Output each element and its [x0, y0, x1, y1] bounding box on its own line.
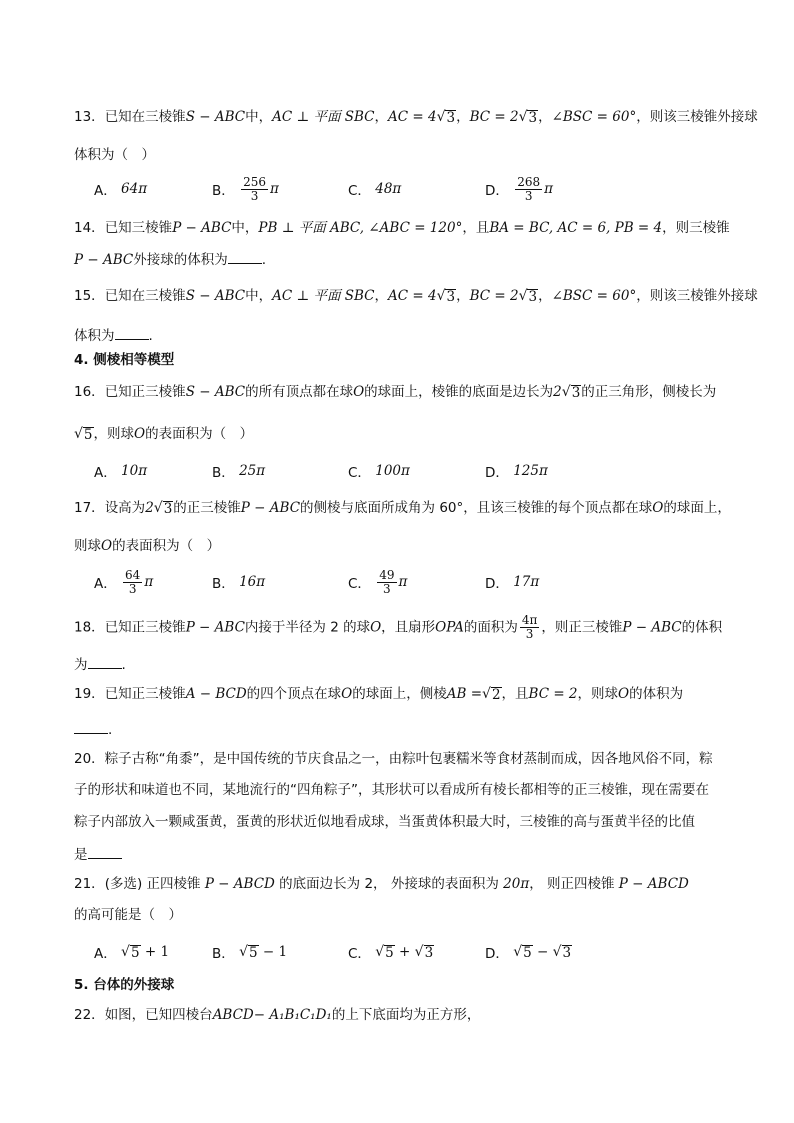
text-fragment: S − ABC	[185, 384, 246, 400]
question-21	[74, 874, 722, 894]
text-fragment: 5	[83, 427, 93, 443]
section-heading-5	[74, 975, 722, 995]
text-fragment: 如图，已知四棱台	[104, 1007, 213, 1023]
text-fragment: ，则球	[93, 426, 135, 442]
text-fragment: π	[398, 574, 408, 590]
radical-sign: √	[375, 943, 385, 960]
answer-blank[interactable]	[88, 654, 122, 669]
text-fragment: 17．	[74, 500, 105, 516]
text-fragment: P − ABC	[622, 619, 682, 636]
radical-sign: √	[513, 943, 523, 960]
text-fragment: A − BCD	[185, 686, 247, 702]
text-fragment: D．	[485, 465, 509, 481]
text-fragment: 2	[553, 384, 562, 400]
text-fragment: O	[341, 686, 353, 702]
question-15: 15．已知在三棱锥S − ABC中，AC ⊥ 平面 SBC，AC = 4 √ 3 ，BC = 2 √ 3 ，∠BSC = 60°，则该三棱锥外接球	[74, 288, 758, 305]
text-fragment: 49	[379, 567, 395, 582]
text-fragment: O	[652, 500, 664, 516]
text-fragment: 的表面积为（ ）	[145, 426, 254, 442]
text-fragment: S − ABC	[185, 288, 246, 304]
option-a[interactable]	[94, 172, 147, 206]
text-fragment: ，则正三棱锥	[541, 619, 623, 636]
text-fragment: O	[618, 686, 630, 702]
text-fragment: 3	[528, 110, 538, 126]
text-fragment: 内接于半径为 2 的球	[244, 619, 371, 636]
section-heading-4	[74, 350, 722, 370]
question-18	[74, 614, 722, 641]
text-fragment: 的表面积为（ ）	[112, 538, 221, 554]
text-fragment: C．	[348, 183, 371, 199]
text-fragment: −	[532, 944, 553, 960]
question-20-line-3	[74, 812, 722, 832]
option-a[interactable]	[94, 454, 147, 488]
text-fragment: 已知在三棱锥	[104, 288, 186, 304]
radical-sign: √	[482, 686, 491, 702]
question-19	[74, 684, 722, 704]
text-fragment: P − ABC	[74, 252, 134, 268]
sqrt	[154, 501, 174, 516]
text-fragment: O	[353, 384, 365, 400]
text-fragment: 5	[130, 944, 140, 961]
text-fragment: .	[108, 722, 113, 738]
option-c[interactable]	[348, 935, 434, 969]
text-fragment: 13．	[74, 109, 105, 125]
radical-sign: √	[436, 109, 446, 125]
sqrt	[74, 427, 94, 442]
text-fragment: ，则该三棱锥外接球	[636, 288, 758, 304]
text-fragment: 4. 侧棱相等模型	[74, 352, 175, 368]
answer-blank[interactable]	[88, 844, 122, 859]
question-13-cont	[74, 145, 722, 165]
sqrt	[437, 289, 457, 304]
text-fragment: A．	[94, 946, 117, 962]
text-fragment: B．	[212, 183, 235, 199]
option-d[interactable]	[485, 935, 572, 969]
text-fragment: 10π	[121, 463, 148, 479]
question-20-line-4	[74, 844, 722, 865]
text-fragment: 粽子内部放入一颗咸蛋黄，蛋黄的形状近似地看成球，当蛋黄体积最大时，三棱锥的高与蛋黄半径的比值	[74, 814, 695, 830]
question-21-options	[94, 935, 734, 969]
radical-sign: √	[518, 109, 528, 125]
text-fragment: A．	[94, 183, 117, 199]
text-fragment: 粽子古称“角黍”，是中国传统的节庆食品之一，由粽叶包裹糯米等食材蒸制而成，因各地风俗不同，粽	[104, 751, 713, 767]
text-fragment: 的体积为	[629, 686, 684, 702]
sqrt	[437, 110, 457, 125]
text-fragment: BC = 2	[469, 109, 519, 125]
text-fragment: ，则三棱锥	[662, 220, 730, 236]
radical-sign: √	[74, 426, 83, 442]
text-fragment: ∠BSC = 60°	[551, 288, 637, 304]
radical-sign: √	[414, 943, 424, 960]
radical-sign: √	[561, 384, 571, 400]
text-fragment: 外接球的体积为	[133, 252, 228, 268]
text-fragment: B．	[212, 946, 235, 962]
text-fragment: 3	[528, 289, 538, 305]
question-13: 13．已知在三棱锥S − ABC中，AC ⊥ 平面 SBC，AC = 4 √ 3 ，BC = 2 √ 3 ，∠BSC = 60°，则该三棱锥外接球	[74, 109, 758, 126]
text-fragment: 5	[385, 944, 394, 961]
text-fragment: ，且	[462, 220, 490, 236]
radical-sign: √	[552, 943, 562, 960]
text-fragment: D．	[485, 576, 509, 592]
text-fragment: 的底面边长为 2， 外接球的表面积为	[279, 876, 499, 892]
option-b[interactable]	[212, 172, 279, 206]
text-fragment: 的四个顶点在球	[246, 686, 342, 702]
text-fragment: 48π	[375, 181, 402, 197]
text-fragment: AC ⊥ 平面 SBC	[272, 109, 375, 125]
text-fragment: AC ⊥ 平面 SBC	[272, 288, 375, 304]
radical-sign: √	[239, 943, 248, 960]
question-22	[74, 1005, 722, 1025]
question-19-cont	[74, 719, 722, 740]
option-d[interactable]	[485, 172, 553, 206]
text-fragment: 的球面上，棱锥的底面是边长为	[364, 384, 554, 400]
text-fragment: 3	[446, 110, 456, 126]
text-fragment: 2	[491, 687, 501, 703]
text-fragment: 100π	[375, 463, 410, 479]
text-fragment: (多选) 正四棱锥	[104, 876, 201, 892]
question-15-cont	[74, 325, 722, 346]
text-fragment: BC = 2	[528, 686, 578, 702]
text-fragment: 已知正三棱锥	[104, 384, 186, 400]
text-fragment: 的上下底面均为正方形，	[331, 1007, 481, 1023]
text-fragment: 3	[446, 289, 456, 305]
text-fragment: 的正三角形，侧棱长为	[581, 384, 717, 400]
question-17-cont	[74, 536, 722, 556]
text-fragment: ABCD− A₁B₁C₁D₁	[212, 1007, 332, 1023]
text-fragment: 的体积	[681, 619, 723, 636]
text-fragment: +	[394, 944, 415, 960]
text-fragment: PB ⊥ 平面 ABC, ∠ABC = 120°	[258, 220, 463, 236]
question-20-line-1	[74, 749, 722, 769]
text-fragment: AB =	[446, 686, 483, 702]
text-fragment: 中，	[245, 109, 273, 125]
text-fragment: ，则该三棱锥外接球	[636, 109, 758, 125]
text-fragment: 设高为	[104, 500, 146, 516]
option-c[interactable]	[348, 454, 410, 488]
text-fragment: 5. 台体的外接球	[74, 977, 175, 993]
text-fragment: 的高可能是（ ）	[74, 907, 182, 923]
text-fragment: 3	[525, 627, 534, 641]
text-fragment: 的球面上，	[663, 500, 731, 516]
fraction	[520, 614, 540, 641]
text-fragment: π	[144, 574, 154, 590]
option-a[interactable]	[94, 935, 169, 969]
option-d[interactable]	[485, 454, 548, 488]
radical-sign: √	[153, 500, 163, 516]
text-fragment: 19．	[74, 686, 105, 702]
text-fragment: 64π	[121, 181, 148, 197]
text-fragment: 25π	[239, 463, 266, 479]
text-fragment: ，且扇形	[381, 619, 436, 636]
text-fragment: 子的形状和味道也不同，某地流行的“四角粽子”，其形状可以看成所有棱长都相等的正三棱锥，现在需要在	[74, 782, 709, 798]
text-fragment: 的侧棱与底面所成角为 60°，且该三棱锥的每个顶点都在球	[300, 500, 653, 516]
text-fragment: OPA	[435, 619, 464, 636]
answer-blank[interactable]	[115, 325, 149, 340]
text-fragment: B．	[212, 576, 235, 592]
sqrt	[562, 385, 582, 400]
text-fragment: 125π	[513, 463, 548, 479]
text-fragment: 体积为	[74, 328, 115, 344]
text-fragment: 64	[125, 567, 141, 582]
text-fragment: 2	[145, 500, 154, 516]
text-fragment: P − ABC	[185, 619, 245, 636]
text-fragment: 3	[250, 188, 259, 203]
text-fragment: 3	[562, 944, 572, 961]
text-fragment: 17π	[513, 574, 540, 590]
text-fragment: S − ABC	[185, 109, 246, 125]
text-fragment: 中，	[231, 220, 259, 236]
question-14	[74, 218, 730, 238]
text-fragment: AC = 4	[388, 109, 437, 125]
radical-sign: √	[518, 288, 528, 304]
text-fragment: D．	[485, 183, 509, 199]
text-fragment: 21．	[74, 876, 105, 892]
option-c[interactable]	[348, 565, 407, 599]
text-fragment: 5	[523, 944, 532, 961]
text-fragment: 5	[248, 944, 258, 961]
sqrt	[519, 289, 539, 304]
text-fragment: 的球面上，侧棱	[352, 686, 447, 702]
text-fragment: 中，	[245, 288, 273, 304]
sqrt	[482, 687, 502, 702]
text-fragment: C．	[348, 946, 371, 962]
text-fragment: BC = 2	[469, 288, 519, 304]
text-fragment: 是	[74, 847, 88, 863]
text-fragment: 的所有顶点都在球	[245, 384, 354, 400]
text-fragment: π	[544, 181, 553, 197]
option-c[interactable]	[348, 172, 401, 206]
text-fragment: P − ABC	[240, 500, 301, 516]
text-fragment: ， 则正四棱锥	[529, 876, 615, 892]
text-fragment: 为	[74, 657, 88, 673]
text-fragment: + 1	[140, 944, 170, 960]
text-fragment: BA = BC, AC = 6, PB = 4	[489, 220, 663, 236]
text-fragment: 3	[128, 581, 137, 596]
text-fragment: 体积为（ ）	[74, 147, 155, 163]
text-fragment: 16．	[74, 384, 105, 400]
text-fragment: D．	[485, 946, 509, 962]
question-21-cont	[74, 905, 722, 925]
text-fragment: 已知正三棱锥	[104, 619, 186, 636]
text-fragment: 已知正三棱锥	[104, 686, 186, 702]
text-fragment: ，且	[501, 686, 529, 702]
question-16-cont	[74, 424, 722, 444]
text-fragment: 的正三棱锥	[173, 500, 241, 516]
option-b[interactable]	[212, 935, 287, 969]
text-fragment: C．	[348, 576, 371, 592]
question-14-cont	[74, 249, 722, 270]
question-13-options	[94, 172, 734, 206]
option-d[interactable]	[485, 565, 539, 599]
text-fragment: 3	[424, 944, 434, 961]
text-fragment: .	[261, 252, 267, 268]
radical-sign: √	[436, 288, 446, 304]
text-fragment: .	[148, 328, 153, 344]
question-18-cont	[74, 654, 722, 675]
text-fragment: 3	[524, 188, 533, 203]
text-fragment: P − ABC	[172, 220, 232, 236]
text-fragment: 18．	[74, 619, 105, 636]
text-fragment: 的面积为	[463, 619, 518, 636]
option-b[interactable]	[212, 454, 265, 488]
text-fragment: 22．	[74, 1007, 105, 1023]
text-fragment: 15．	[74, 288, 105, 304]
answer-blank[interactable]	[228, 249, 262, 264]
question-16	[74, 382, 722, 402]
text-fragment: 已知在三棱锥	[104, 109, 186, 125]
question-16-options	[94, 454, 734, 488]
text-fragment: 3	[571, 385, 581, 401]
radical-sign: √	[121, 943, 130, 960]
option-b[interactable]	[212, 565, 265, 599]
text-fragment: − 1	[258, 944, 288, 960]
text-fragment: C．	[348, 465, 371, 481]
option-a[interactable]	[94, 565, 153, 599]
text-fragment: A．	[94, 465, 117, 481]
text-fragment: B．	[212, 465, 235, 481]
text-fragment: .	[121, 657, 126, 673]
text-fragment: O	[370, 619, 382, 636]
question-17-options	[94, 565, 734, 599]
text-fragment: O	[101, 538, 113, 554]
question-20-line-2	[74, 780, 722, 800]
text-fragment: O	[134, 426, 146, 442]
text-fragment: 3	[383, 581, 391, 596]
question-17	[74, 498, 731, 518]
text-fragment: 256	[243, 174, 266, 189]
text-fragment: ，则球	[577, 686, 619, 702]
text-fragment: 14．	[74, 220, 105, 236]
answer-blank[interactable]	[74, 719, 108, 734]
text-fragment: ∠BSC = 60°	[551, 109, 637, 125]
text-fragment: 已知三棱锥	[104, 220, 173, 236]
text-fragment: A．	[94, 576, 117, 592]
text-fragment: π	[269, 181, 279, 197]
text-fragment: 3	[163, 501, 173, 517]
text-fragment: AC = 4	[388, 288, 437, 304]
text-fragment: 16π	[239, 574, 266, 590]
text-fragment: 268	[517, 174, 541, 189]
text-fragment: 则球	[74, 538, 101, 554]
text-fragment: P − ABCD	[204, 876, 275, 892]
text-fragment: 20．	[74, 751, 105, 767]
text-fragment: 4π	[521, 613, 538, 627]
sqrt	[519, 110, 539, 125]
text-fragment: 20π	[503, 876, 530, 892]
text-fragment: P − ABCD	[618, 876, 689, 892]
